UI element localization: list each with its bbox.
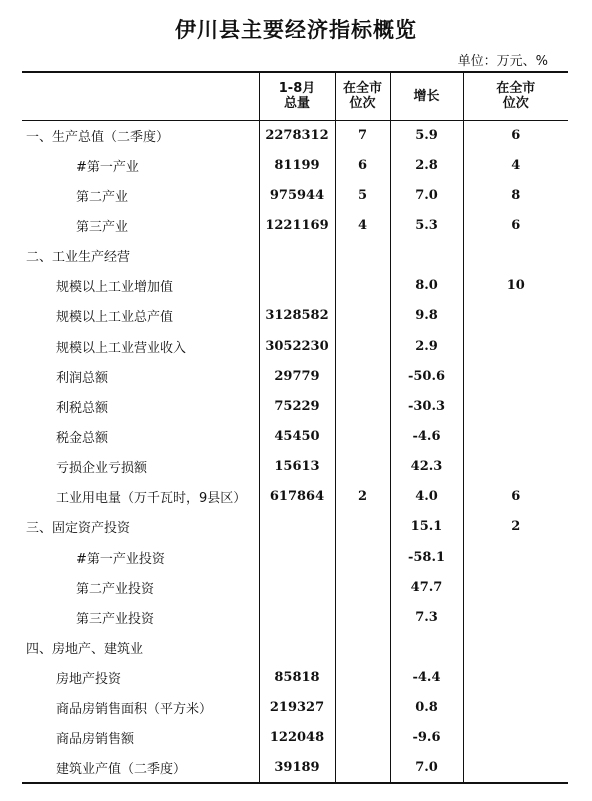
table-row <box>22 271 568 301</box>
row-rank-total: 6 <box>335 150 390 180</box>
row-total <box>259 271 335 301</box>
row-total: 3128582 <box>259 301 335 331</box>
row-total: 122048 <box>259 723 335 753</box>
row-total <box>259 572 335 602</box>
row-growth: 7.3 <box>390 602 463 632</box>
table-row <box>22 753 568 783</box>
header-total-text: 1-8月 总量 <box>278 81 316 112</box>
row-growth: 5.9 <box>390 120 463 150</box>
row-rank-total: 4 <box>335 210 390 240</box>
table-row <box>22 572 568 602</box>
row-growth: -9.6 <box>390 723 463 753</box>
table-header-row <box>22 72 568 120</box>
row-rank-total <box>335 452 390 482</box>
row-label: 一、生产总值（二季度） <box>26 129 170 145</box>
row-growth: -58.1 <box>390 542 463 572</box>
row-rank-growth <box>463 331 568 361</box>
row-label: 第三产业投资 <box>76 611 155 627</box>
table-row <box>22 663 568 693</box>
row-growth: -50.6 <box>390 361 463 391</box>
row-rank-growth: 6 <box>463 482 568 512</box>
row-growth: -4.6 <box>390 421 463 451</box>
row-total: 75229 <box>259 391 335 421</box>
indicator-table <box>22 71 568 784</box>
table-row <box>22 120 568 150</box>
row-rank-growth <box>463 361 568 391</box>
row-rank-total <box>335 693 390 723</box>
row-total <box>259 602 335 632</box>
table-row <box>22 331 568 361</box>
row-label: 商品房销售额 <box>56 732 135 748</box>
row-rank-total <box>335 391 390 421</box>
row-growth: 2.8 <box>390 150 463 180</box>
unit-note: 单位：万元、% <box>457 54 548 69</box>
row-total: 45450 <box>259 421 335 451</box>
row-rank-total <box>335 602 390 632</box>
table-row <box>22 210 568 240</box>
row-label: 规模以上工业营业收入 <box>56 340 187 356</box>
table-row <box>22 241 568 271</box>
row-total <box>259 632 335 662</box>
row-rank-growth: 10 <box>463 271 568 301</box>
row-rank-growth: 4 <box>463 150 568 180</box>
row-rank-growth: 8 <box>463 180 568 210</box>
row-growth: 9.8 <box>390 301 463 331</box>
row-growth: 15.1 <box>390 512 463 542</box>
row-label: 建筑业产值（二季度） <box>22 753 259 783</box>
row-rank-total <box>335 753 390 783</box>
row-growth: -4.4 <box>390 663 463 693</box>
table-row <box>22 482 568 512</box>
row-rank-growth: 6 <box>463 120 568 150</box>
row-total: 617864 <box>259 482 335 512</box>
row-total: 2278312 <box>259 120 335 150</box>
row-growth: 8.0 <box>390 271 463 301</box>
row-rank-total: 7 <box>335 120 390 150</box>
row-rank-total <box>335 271 390 301</box>
row-rank-growth <box>463 602 568 632</box>
header-rank-growth-text: 在全市 位次 <box>496 81 536 112</box>
row-rank-total <box>335 632 390 662</box>
row-rank-total: 2 <box>335 482 390 512</box>
table-row <box>22 150 568 180</box>
row-label: 亏损企业亏损额 <box>56 461 148 477</box>
row-rank-total <box>335 301 390 331</box>
row-rank-total <box>335 361 390 391</box>
row-label: 房地产投资 <box>56 672 122 688</box>
row-rank-growth <box>463 301 568 331</box>
header-rank-total <box>335 72 390 120</box>
row-total: 81199 <box>259 150 335 180</box>
row-total <box>259 241 335 271</box>
row-rank-total <box>335 663 390 693</box>
row-label: 四、房地产、建筑业 <box>26 641 144 657</box>
row-rank-growth <box>463 572 568 602</box>
row-label: #第一产业投资 <box>76 551 165 567</box>
row-total: 975944 <box>259 180 335 210</box>
row-rank-growth <box>463 241 568 271</box>
row-rank-total <box>335 723 390 753</box>
row-rank-total <box>335 512 390 542</box>
row-rank-growth <box>463 753 568 783</box>
row-rank-growth <box>463 542 568 572</box>
table-row <box>22 723 568 753</box>
row-label: 利税总额 <box>56 400 109 416</box>
row-growth: 2.9 <box>390 331 463 361</box>
table-row <box>22 602 568 632</box>
table-row <box>22 693 568 723</box>
header-growth: 增长 <box>390 72 463 120</box>
row-label: 第二产业 <box>76 189 129 205</box>
row-growth: -30.3 <box>390 391 463 421</box>
row-label: 税金总额 <box>56 430 109 446</box>
row-rank-growth <box>463 391 568 421</box>
row-growth <box>390 632 463 662</box>
row-total: 39189 <box>259 753 335 783</box>
row-rank-total <box>335 421 390 451</box>
table-row <box>22 301 568 331</box>
row-rank-total <box>335 331 390 361</box>
table-row <box>22 452 568 482</box>
header-rank-total-text: 在全市 位次 <box>342 81 382 112</box>
row-label: 规模以上工业总产值 <box>56 310 174 326</box>
row-rank-total: 5 <box>335 180 390 210</box>
row-total: 1221169 <box>259 210 335 240</box>
row-total <box>259 512 335 542</box>
row-label: 商品房销售面积（平方米） <box>56 702 213 718</box>
table-row <box>22 361 568 391</box>
table-row <box>22 632 568 662</box>
row-total: 219327 <box>259 693 335 723</box>
row-growth: 7.0 <box>390 180 463 210</box>
row-rank-growth <box>463 663 568 693</box>
table-row <box>22 421 568 451</box>
table-row <box>22 542 568 572</box>
header-total <box>259 72 335 120</box>
header-indicator <box>22 72 259 120</box>
row-rank-growth: 2 <box>463 512 568 542</box>
row-label: 第三产业 <box>76 219 129 235</box>
row-rank-total <box>335 542 390 572</box>
row-total: 15613 <box>259 452 335 482</box>
table-row <box>22 180 568 210</box>
table-row <box>22 391 568 421</box>
row-growth: 47.7 <box>390 572 463 602</box>
row-total: 29779 <box>259 361 335 391</box>
row-rank-growth <box>463 723 568 753</box>
row-rank-growth <box>463 452 568 482</box>
row-total: 85818 <box>259 663 335 693</box>
row-label: 三、固定资产投资 <box>26 521 131 537</box>
row-growth: 0.8 <box>390 693 463 723</box>
table-row <box>22 512 568 542</box>
row-rank-growth <box>463 421 568 451</box>
row-label: 工业用电量（万千瓦时，9县区） <box>56 491 247 507</box>
row-total: 3052230 <box>259 331 335 361</box>
row-rank-growth <box>463 632 568 662</box>
row-rank-total <box>335 572 390 602</box>
row-growth <box>390 241 463 271</box>
page-title: 伊川县主要经济指标概览 <box>175 18 417 42</box>
row-growth: 42.3 <box>390 452 463 482</box>
row-growth: 4.0 <box>390 482 463 512</box>
row-growth: 5.3 <box>390 210 463 240</box>
row-label: 利润总额 <box>56 370 109 386</box>
row-rank-growth <box>463 693 568 723</box>
row-label: 二、工业生产经营 <box>26 250 131 266</box>
row-growth: 7.0 <box>390 753 463 783</box>
row-total <box>259 542 335 572</box>
row-rank-growth: 6 <box>463 210 568 240</box>
row-label: #第一产业 <box>76 159 139 175</box>
row-rank-total <box>335 241 390 271</box>
row-label: 第二产业投资 <box>76 581 155 597</box>
header-rank-growth <box>463 72 568 120</box>
row-label: 规模以上工业增加值 <box>56 280 174 296</box>
table-body <box>22 120 568 783</box>
